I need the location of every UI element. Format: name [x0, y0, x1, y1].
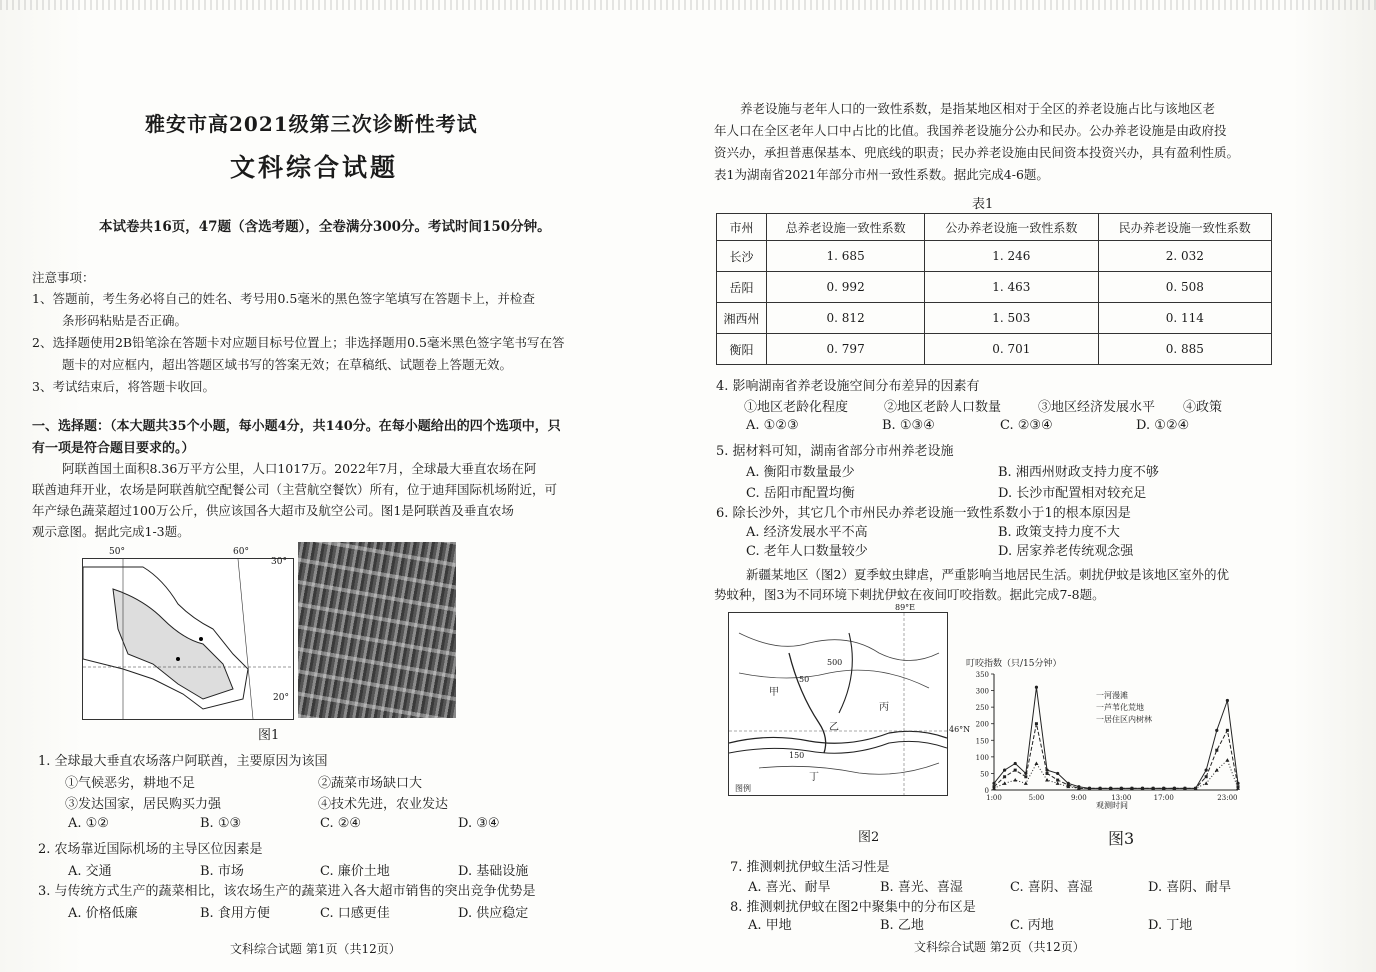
note-line: 题卡的对应框内，超出答题区域书写的答案无效；在草稿纸、试题卷上答题无效。 [62, 357, 513, 372]
figure2-map [728, 603, 971, 796]
q1-item: ②蔬菜市场缺口大 [318, 776, 423, 791]
page-footer-left: 文科综合试题 第1页（共12页） [230, 942, 401, 956]
q1-option-b[interactable]: B. ①③ [200, 816, 242, 831]
table-row [717, 334, 1272, 365]
passage-line: 阿联酋国土面积8.36万平方公里，人口1017万。2022年7月，全球最大垂直农场在阿 [62, 461, 537, 476]
q7-option-b[interactable]: B. 喜光、喜湿 [880, 880, 963, 895]
q2-option-d[interactable]: D. 基础设施 [458, 864, 529, 879]
q5-option-b[interactable]: B. 湘西州财政支持力度不够 [998, 465, 1159, 480]
q2-option-a[interactable]: A. 交通 [68, 864, 112, 879]
figure1-map [82, 547, 294, 720]
vertical-farm-photo [298, 542, 456, 718]
data-point [1215, 729, 1218, 732]
q1-option-c[interactable]: C. ②④ [320, 816, 362, 831]
y-tick-label: 350 [975, 671, 989, 679]
data-point [1205, 775, 1208, 778]
data-point [1014, 762, 1017, 765]
q3-option-b[interactable]: B. 食用方便 [200, 906, 270, 921]
question-8-stem: 8. 推测刺扰伊蚊在图2中聚集中的分布区是 [730, 900, 976, 915]
q6-option-c[interactable]: C. 老年人口数量较少 [746, 544, 868, 559]
data-point [1035, 686, 1038, 689]
fig3-legend-item: 一芦苇化荒地 [1096, 703, 1144, 712]
q6-option-b[interactable]: B. 政策支持力度不大 [998, 525, 1120, 540]
table-header: 公办养老设施一致性系数 [925, 214, 1098, 241]
q5-option-c[interactable]: C. 岳阳市配置均衡 [746, 486, 855, 501]
contour-label: 50 [799, 675, 810, 684]
q2-option-b[interactable]: B. 市场 [200, 864, 244, 879]
q1-item: ④技术先进，农业发达 [318, 797, 449, 812]
map-label-89e: 89°E [895, 603, 916, 612]
y-tick-label: 200 [975, 720, 989, 729]
question-5-stem: 5. 据材料可知，湖南省部分市州养老设施 [716, 444, 954, 459]
table-cell: 岳阳 [717, 272, 767, 303]
y-tick-label: 150 [975, 737, 989, 746]
x-tick-label: 17:00 [1153, 794, 1174, 802]
data-point [1215, 749, 1218, 752]
lon-label: 60° [233, 547, 249, 557]
table-row [717, 272, 1272, 303]
exam-intro: 本试卷共16页，47题（含选考题），全卷满分300分。考试时间150分钟。 [99, 219, 551, 235]
page-left [30, 0, 670, 972]
q7-option-c[interactable]: C. 喜阴、喜湿 [1010, 880, 1093, 895]
q1-option-d[interactable]: D. ③④ [458, 816, 500, 831]
table-cell: 0. 701 [925, 334, 1098, 365]
lon-label: 50° [109, 547, 125, 557]
data-point [1045, 778, 1049, 782]
map-label-46n: 46°N [949, 725, 971, 734]
figure2-caption: 图2 [858, 830, 880, 845]
uae-map [83, 559, 293, 719]
q6-option-d[interactable]: D. 居家养老传统观念强 [998, 544, 1134, 559]
data-point [1003, 769, 1006, 772]
xinjiang-map [729, 613, 947, 795]
data-point [1056, 781, 1060, 785]
q3-option-c[interactable]: C. 口感更佳 [320, 906, 390, 921]
q1-option-a[interactable]: A. ①② [68, 816, 109, 831]
data-point [1226, 699, 1229, 702]
table-row [717, 241, 1272, 272]
x-tick-label: 23:00 [1217, 794, 1238, 802]
note-line: 条形码粘贴是否正确。 [62, 313, 188, 328]
data-point [1003, 775, 1006, 778]
data-point [1056, 772, 1059, 775]
table-cell: 0. 812 [767, 303, 925, 334]
contour-label: 150 [789, 751, 805, 760]
table-caption: 表1 [972, 197, 994, 212]
table-cell: 0. 797 [767, 334, 925, 365]
passage2-line: 新疆某地区（图2）夏季蚊虫肆虐，严重影响当地居民生活。刺扰伊蚊是该地区室外的优 [746, 567, 1229, 582]
table-cell: 长沙 [717, 241, 767, 272]
data-point [1056, 779, 1059, 782]
q8-option-a[interactable]: A. 甲地 [748, 918, 792, 933]
q4-item: ①地区老龄化程度 [744, 400, 849, 415]
map-label-bing: 丙 [879, 702, 889, 713]
data-point [1035, 722, 1038, 725]
page-right [700, 0, 1300, 972]
q4-option-d[interactable]: D. ①②④ [1136, 418, 1190, 433]
contour-label: 500 [827, 658, 843, 667]
q4-option-a[interactable]: A. ①②③ [746, 418, 799, 433]
map-label-jia: 甲 [769, 687, 779, 698]
table-cell: 0. 114 [1098, 303, 1271, 334]
series-line [994, 760, 1238, 788]
map-label-yi: 乙 [829, 722, 839, 733]
table-header: 市州 [717, 214, 767, 241]
table-row [717, 303, 1272, 334]
data-point [1046, 772, 1049, 775]
table-cell: 1. 503 [925, 303, 1098, 334]
y-tick-label: 250 [975, 704, 989, 713]
table-1 [716, 213, 1272, 365]
y-tick-label: 300 [975, 687, 989, 696]
question-7-stem: 7. 推测刺扰伊蚊生活习性是 [730, 860, 890, 875]
data-point [1003, 781, 1007, 785]
q6-option-a[interactable]: A. 经济发展水平不高 [746, 525, 868, 540]
note-line: 1、答题前，考生务必将自己的姓名、考号用0.5毫米的黑色签字笔填写在答题卡上，并检查 [32, 291, 535, 306]
question-4-stem: 4. 影响湖南省养老设施空间分布差异的因素有 [716, 379, 980, 394]
q4-item: ③地区经济发展水平 [1038, 400, 1156, 415]
question-2-stem: 2. 农场靠近国际机场的主导区位因素是 [38, 842, 263, 857]
table-cell: 0. 508 [1098, 272, 1271, 303]
passage-line: 表1为湖南省2021年部分市州一致性系数。据此完成4-6题。 [714, 167, 1049, 182]
question-1-stem: 1. 全球最大垂直农场落户阿联酋，主要原因为该国 [38, 754, 328, 769]
q4-item: ②地区老龄人口数量 [884, 400, 1002, 415]
table-cell: 湘西州 [717, 303, 767, 334]
passage-line: 养老设施与老年人口的一致性系数，是指某地区相对于全区的养老设施占比与该地区老 [740, 101, 1216, 116]
x-tick-label: 1:00 [986, 794, 1002, 802]
map-legend: 图例 [735, 784, 751, 793]
fig3-legend-item: 一河漫滩 [1096, 691, 1128, 700]
section-heading-2: 有一项是符合题目要求的。） [32, 441, 195, 456]
passage-line: 年人口在全区老年人口中占比的比值。我国养老设施分公办和民办。公办养老设施是由政府投 [714, 123, 1227, 138]
y-tick-label: 100 [975, 753, 989, 762]
data-point [1205, 769, 1208, 772]
q8-option-b[interactable]: B. 乙地 [880, 918, 924, 933]
q7-option-a[interactable]: A. 喜光、耐旱 [748, 880, 831, 895]
q3-option-d[interactable]: D. 供应稳定 [458, 906, 529, 921]
notes-heading: 注意事项： [32, 270, 95, 285]
passage-line: 联酋迪拜开业，农场是阿联酋航空配餐公司（主营航空餐饮）所有，位于迪拜国际机场附近，可 [32, 482, 558, 497]
figure3-chart [966, 668, 1246, 808]
passage-line: 资兴办，承担普惠保基本、兜底线的职责；民办养老设施由民间资本投资兴办，具有盈利性质。 [714, 145, 1240, 160]
note-line: 3、考试结束后，将答题卡收回。 [32, 379, 215, 394]
exam-subtitle: 文科综合试题 [230, 153, 399, 182]
table-cell: 1. 685 [767, 241, 925, 272]
data-point [1204, 781, 1208, 785]
figure1-caption: 图1 [258, 728, 280, 743]
data-point [992, 782, 995, 785]
data-point [1013, 778, 1017, 782]
passage2-line: 势蚊种，图3为不同环境下刺扰伊蚊在夜间叮咬指数。据此完成7-8题。 [714, 587, 1105, 602]
q1-item: ①气候恶劣，耕地不足 [65, 776, 196, 791]
table-header: 民办养老设施一致性系数 [1098, 214, 1271, 241]
q5-option-a[interactable]: A. 衡阳市数量最少 [746, 465, 855, 480]
map-label-ding: 丁 [809, 772, 819, 783]
q4-option-c[interactable]: C. ②③④ [1000, 418, 1053, 433]
section-heading: 一、选择题：（本大题共35个小题，每小题4分，共140分。在每小题给出的四个选项中，只 [32, 419, 561, 434]
question-6-stem: 6. 除长沙外，其它几个市州民办养老设施一致性系数小于1的根本原因是 [716, 506, 1131, 521]
data-point [1225, 758, 1229, 762]
lat-label: 20° [273, 693, 289, 703]
table-cell: 1. 246 [925, 241, 1098, 272]
data-point [1226, 729, 1229, 732]
q8-option-d[interactable]: D. 丁地 [1148, 918, 1193, 933]
data-point [1024, 775, 1027, 778]
fig3-legend-item: 一居住区内树林 [1096, 715, 1152, 724]
lat-label: 30° [271, 557, 287, 567]
x-tick-label: 9:00 [1071, 794, 1087, 802]
passage-line: 年产绿色蔬菜超过100万公斤，供应该国各大超市及航空公司。图1是阿联酋及垂直农场 [32, 503, 514, 518]
data-point [1014, 769, 1017, 772]
y-tick-label: 50 [980, 770, 989, 779]
fig3-xlabel: 观测时间 [1096, 801, 1128, 810]
figure3-caption: 图3 [1108, 829, 1135, 848]
table-header-row [717, 214, 1272, 241]
page-footer-right: 文科综合试题 第2页（共12页） [914, 940, 1085, 954]
passage-line: 观示意图。据此完成1-3题。 [32, 524, 190, 539]
q5-option-d[interactable]: D. 长沙市配置相对较充足 [998, 486, 1147, 501]
q8-option-c[interactable]: C. 丙地 [1010, 918, 1054, 933]
q4-option-b[interactable]: B. ①③④ [882, 418, 935, 433]
q1-item: ③发达国家，居民购买力强 [65, 797, 222, 812]
data-point [1024, 781, 1028, 785]
table-cell: 衡阳 [717, 334, 767, 365]
table-cell: 0. 992 [767, 272, 925, 303]
data-point [1034, 761, 1038, 765]
exam-title: 雅安市高2021级第三次诊断性考试 [145, 112, 478, 136]
x-tick-label: 5:00 [1028, 794, 1045, 802]
x-tick-label: 13:00 [1111, 794, 1132, 802]
q3-option-a[interactable]: A. 价格低廉 [68, 906, 138, 921]
y-tick-label: 0 [984, 787, 989, 795]
fig3-ylabel: 叮咬指数（只/15分钟） [966, 659, 1062, 669]
q2-option-c[interactable]: C. 廉价土地 [320, 864, 390, 879]
question-3-stem: 3. 与传统方式生产的蔬菜相比，该农场生产的蔬菜进入各大超市销售的突出竞争优势是 [38, 884, 536, 899]
note-line: 2、选择题使用2B铅笔涂在答题卡对应题目标号位置上；非选择题用0.5毫米黑色签字笔书写在答 [32, 335, 565, 350]
table-cell: 2. 032 [1098, 241, 1271, 272]
data-point [1215, 768, 1219, 772]
table-cell: 1. 463 [925, 272, 1098, 303]
table-header: 总养老设施一致性系数 [767, 214, 925, 241]
table-cell: 0. 885 [1098, 334, 1271, 365]
q7-option-d[interactable]: D. 喜阴、耐旱 [1148, 880, 1232, 895]
q4-item: ④政策 [1183, 400, 1223, 415]
